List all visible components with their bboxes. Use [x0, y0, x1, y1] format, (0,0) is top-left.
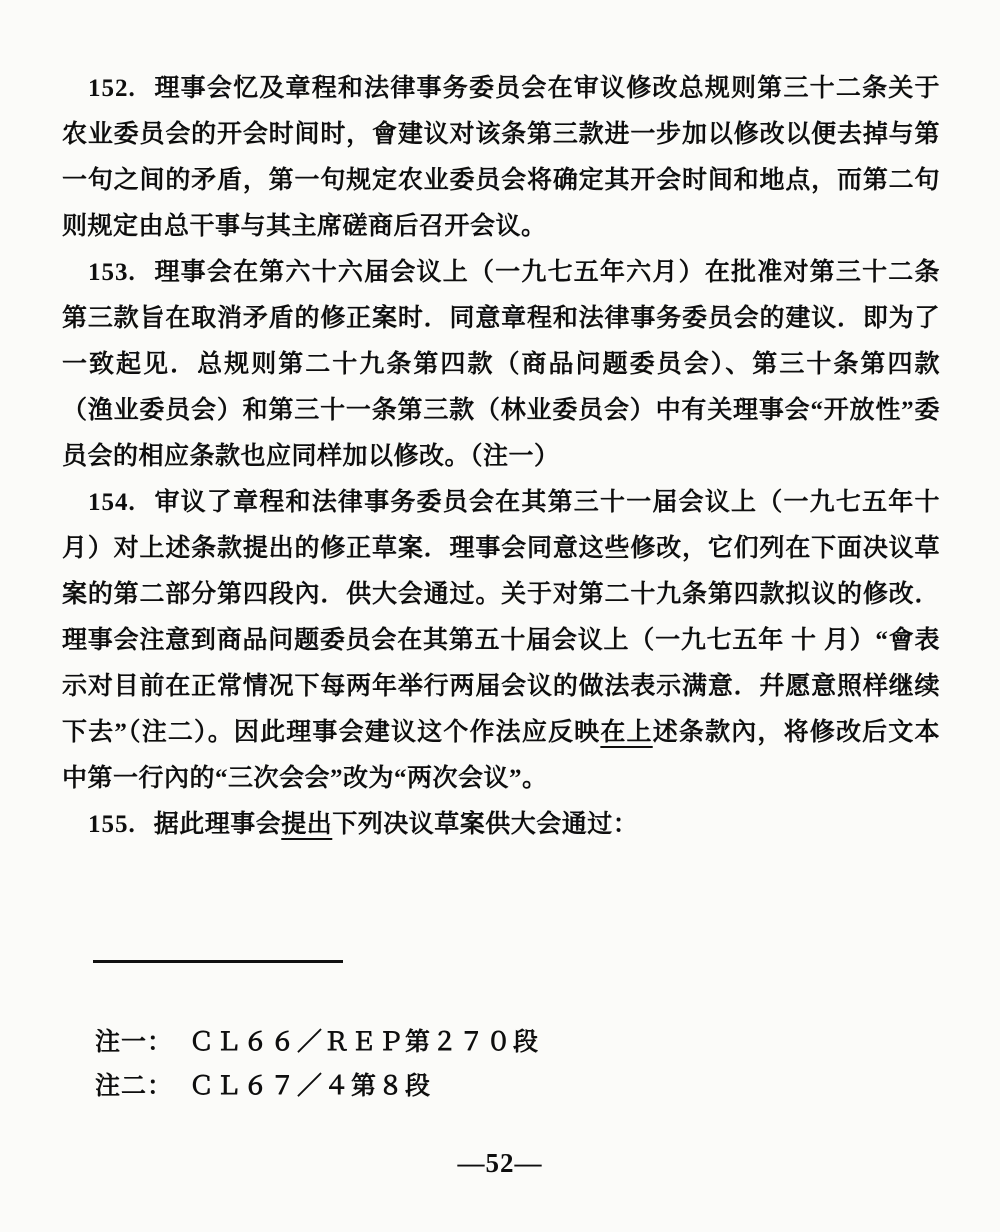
paragraph-153: [62, 250, 940, 480]
paragraph-155-number: 155.: [88, 811, 136, 838]
footnotes: [95, 1021, 940, 1109]
paragraph-154: [62, 480, 940, 802]
footnote-1-text: ＣＬ６６／ＲＥＰ第２７０段: [189, 1029, 541, 1056]
footnote-1: [95, 1021, 940, 1065]
paragraph-153-number: 153.: [88, 259, 136, 286]
page-number: —52—: [457, 1148, 543, 1178]
footnote-2-label: 注二：: [95, 1073, 174, 1100]
paragraph-154-text-part1: 审议了章程和法律事务委员会在其第三十一届会议上（一九七五年十月）对上述条款提出的修正草案．理事会同意这些修改，它们列在下面决议草案的第二部分第四段內．供大会通过。关于对第二十九条第四款拟议的修改．理事会注意到商品问题委员会在其第五十届会议上（一九七五年 十 月）“會表示对目前在正常情况下每两年举行两届会议的做法表示满意．幷愿意照样继续下去”（注二）。因此理事会建议这个作法应反映: [62, 489, 940, 746]
footnote-2: [95, 1065, 940, 1109]
paragraph-152-text: 理事会忆及章程和法律事务委员会在审议修改总规则第三十二条关于农业委员会的开会时间时，會建议对该条第三款进一步加以修改以便去掉与第一句之间的矛盾，第一句规定农业委员会将确定其开会时间和地点，而第二句则规定由总干事与其主席磋商后召开会议。: [62, 75, 940, 240]
paragraph-155-text-part2: 下列决议草案供大会通过：: [332, 811, 639, 838]
paragraph-152-number: 152.: [88, 75, 136, 102]
paragraph-155-underlined-text: 提出: [281, 811, 333, 838]
footnote-1-label: 注一：: [95, 1029, 174, 1056]
paragraph-152: [62, 66, 940, 250]
paragraph-154-underlined-text: 在上: [600, 719, 653, 746]
footnote-2-text: ＣＬ６７／４第８段: [189, 1073, 433, 1100]
paragraph-154-number: 154.: [88, 489, 136, 516]
paragraph-155-text-part1: 据此理事会: [153, 811, 282, 838]
footnote-divider: [93, 960, 343, 963]
paragraph-154-text-part2: 述条款內，将修改后文本中第一行內的“三次会会”改为“两次会议”。: [62, 719, 940, 792]
paragraph-153-text: 理事会在第六十六届会议上（一九七五年六月）在批准对第三十二条第三款旨在取消矛盾的修正案时．同意章程和法律事务委员会的建议．即为了一致起见．总规则第二十九条第四款（商品问题委员会）、第三十条第四款（渔业委员会）和第三十一条第三款（林业委员会）中有关理事会“开放性”委员会的相应条款也应同样加以修改。（注一）: [62, 259, 940, 470]
paragraph-155: [62, 802, 940, 848]
